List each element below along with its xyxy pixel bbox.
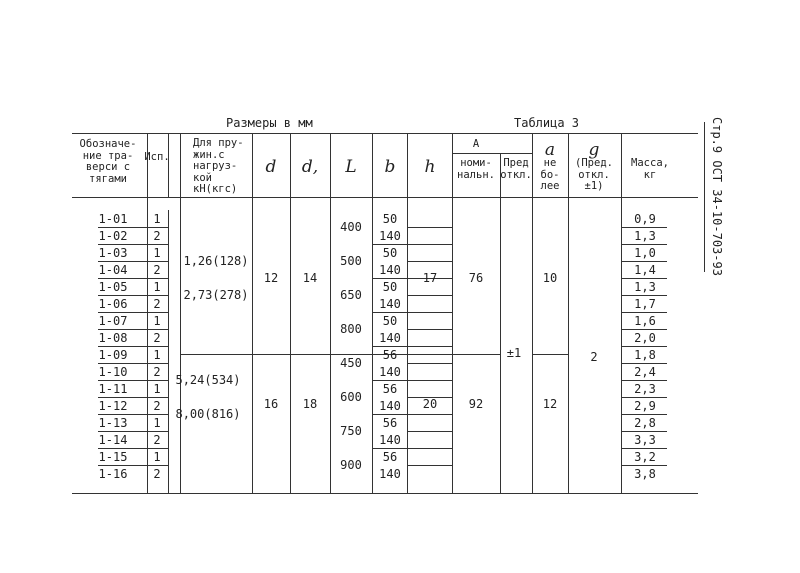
- table-row-designation: 1-14: [98, 433, 128, 447]
- row-line: [407, 346, 452, 347]
- group2-d1: 18: [302, 397, 318, 411]
- header-load: Для пру- жин.с нагруз- кой кН(кгс): [193, 137, 244, 195]
- shared-A-deviation: ±1: [506, 346, 522, 360]
- row-line: [621, 227, 667, 228]
- table-row-mass: 1,8: [634, 348, 656, 362]
- table-row-version: 1: [153, 382, 161, 396]
- table-row-version: 1: [153, 246, 161, 260]
- column-line: [290, 133, 291, 493]
- column-line: [532, 133, 533, 493]
- header-a: не бо- лее: [540, 157, 560, 192]
- column-line: [168, 210, 169, 493]
- group1-d: 12: [263, 271, 279, 285]
- table-row-mass: 1,7: [634, 297, 656, 311]
- row-line: [407, 380, 452, 381]
- row-line: [621, 329, 667, 330]
- L-value: 750: [340, 424, 362, 438]
- header-d1: d,: [301, 157, 319, 177]
- table-row-version: 2: [153, 263, 161, 277]
- row-line: [621, 397, 667, 398]
- row-line: [621, 380, 667, 381]
- row-line: [407, 227, 452, 228]
- table-row-mass: 1,0: [634, 246, 656, 260]
- table-row-mass: 1,4: [634, 263, 656, 277]
- table-row-b: 140: [379, 365, 401, 379]
- table-row-mass: 3,8: [634, 467, 656, 481]
- table-row-version: 1: [153, 314, 161, 328]
- group2-load1: 5,24(534): [175, 373, 241, 387]
- L-value: 400: [340, 220, 362, 234]
- table-row-version: 2: [153, 365, 161, 379]
- row-line: [621, 261, 667, 262]
- group-divider-line: [532, 354, 568, 355]
- table-row-designation: 1-03: [98, 246, 128, 260]
- L-value: 600: [340, 390, 362, 404]
- row-line: [407, 329, 452, 330]
- row-line: [621, 431, 667, 432]
- header-g: (Пред. откл. ±1): [575, 157, 613, 192]
- column-line: [168, 133, 169, 197]
- row-line: [407, 261, 452, 262]
- header-a-symbol: a: [544, 140, 556, 160]
- table-row-mass: 2,3: [634, 382, 656, 396]
- row-line: [98, 431, 168, 432]
- header-version: Исп.: [144, 151, 170, 163]
- table-row-version: 1: [153, 212, 161, 226]
- column-line: [372, 133, 373, 493]
- table-row-version: 1: [153, 416, 161, 430]
- header-A-deviation: Пред откл.: [500, 157, 532, 181]
- page-edge-line: [704, 122, 705, 272]
- table-row-mass: 1,3: [634, 229, 656, 243]
- row-line: [98, 227, 168, 228]
- table-row-version: 2: [153, 467, 161, 481]
- row-line: [98, 261, 168, 262]
- table-row-version: 2: [153, 331, 161, 345]
- L-cell-line: [372, 414, 407, 415]
- table-row-version: 2: [153, 229, 161, 243]
- L-value: 800: [340, 322, 362, 336]
- L-value: 650: [340, 288, 362, 302]
- group1-a: 10: [542, 271, 558, 285]
- table-row-version: 2: [153, 399, 161, 413]
- table-row-mass: 2,4: [634, 365, 656, 379]
- row-line: [407, 414, 452, 415]
- table-row-designation: 1-08: [98, 331, 128, 345]
- group2-d: 16: [263, 397, 279, 411]
- column-line: [452, 133, 453, 493]
- group2-A-nominal: 92: [468, 397, 484, 411]
- table-row-version: 1: [153, 450, 161, 464]
- table-row-b: 140: [379, 229, 401, 243]
- row-line: [98, 363, 168, 364]
- side-reference: Стр.9 ОСТ 34-10-703-93: [710, 117, 724, 276]
- table-top-line: [72, 133, 698, 134]
- table-row-designation: 1-12: [98, 399, 128, 413]
- group1-h: 17: [422, 271, 438, 285]
- L-value: 500: [340, 254, 362, 268]
- shared-g: 2: [590, 350, 598, 364]
- table-row-version: 2: [153, 433, 161, 447]
- group2-h: 20: [422, 397, 438, 411]
- table-row-b: 140: [379, 331, 401, 345]
- table-row-mass: 2,0: [634, 331, 656, 345]
- row-line: [621, 312, 667, 313]
- column-line: [568, 133, 569, 493]
- table-row-version: 2: [153, 297, 161, 311]
- column-line: [180, 133, 181, 493]
- table-row-mass: 3,2: [634, 450, 656, 464]
- table-row-mass: 1,6: [634, 314, 656, 328]
- table-row-mass: 2,8: [634, 416, 656, 430]
- row-line: [621, 363, 667, 364]
- table-row-designation: 1-02: [98, 229, 128, 243]
- L-cell-line: [372, 312, 407, 313]
- group2-load2: 8,00(816): [175, 407, 241, 421]
- table-row-b: 140: [379, 297, 401, 311]
- dimensions-label: Размеры в мм: [226, 116, 313, 130]
- row-line: [407, 448, 452, 449]
- row-line: [621, 465, 667, 466]
- table-row-b: 140: [379, 399, 401, 413]
- L-value: 900: [340, 458, 362, 472]
- L-cell-line: [372, 380, 407, 381]
- header-h: h: [424, 157, 436, 177]
- table-row-designation: 1-16: [98, 467, 128, 481]
- table-row-b: 140: [379, 433, 401, 447]
- group1-load1: 1,26(128): [183, 254, 249, 268]
- row-line: [98, 312, 168, 313]
- table-row-b: 50: [382, 314, 398, 328]
- header-designation: Обозначе- ние тра- верси с тягами: [79, 138, 137, 185]
- table-row-designation: 1-13: [98, 416, 128, 430]
- table-row-b: 140: [379, 263, 401, 277]
- row-line: [98, 414, 168, 415]
- A-subheader-line: [452, 153, 532, 154]
- table-row-b: 140: [379, 467, 401, 481]
- table-row-designation: 1-11: [98, 382, 128, 396]
- table-row-b: 50: [382, 212, 398, 226]
- table-row-designation: 1-04: [98, 263, 128, 277]
- row-line: [407, 244, 452, 245]
- row-line: [407, 312, 452, 313]
- group1-A-nominal: 76: [468, 271, 484, 285]
- table-row-designation: 1-06: [98, 297, 128, 311]
- row-line: [98, 346, 168, 347]
- row-line: [98, 397, 168, 398]
- row-line: [621, 448, 667, 449]
- row-line: [621, 278, 667, 279]
- row-line: [98, 244, 168, 245]
- table-row-designation: 1-07: [98, 314, 128, 328]
- table-row-mass: 3,3: [634, 433, 656, 447]
- L-cell-line: [372, 346, 407, 347]
- table-row-b: 56: [382, 348, 398, 362]
- row-line: [98, 448, 168, 449]
- table-row-designation: 1-05: [98, 280, 128, 294]
- table-row-designation: 1-01: [98, 212, 128, 226]
- header-A: A: [472, 138, 480, 150]
- table-row-version: 1: [153, 348, 161, 362]
- table-row-mass: 1,3: [634, 280, 656, 294]
- table-row-designation: 1-15: [98, 450, 128, 464]
- row-line: [621, 414, 667, 415]
- column-line: [407, 133, 408, 493]
- L-cell-line: [372, 244, 407, 245]
- table-row-designation: 1-10: [98, 365, 128, 379]
- header-b: b: [384, 157, 396, 177]
- table-row-designation: 1-09: [98, 348, 128, 362]
- row-line: [621, 295, 667, 296]
- table-row-b: 50: [382, 280, 398, 294]
- row-line: [98, 295, 168, 296]
- column-line: [147, 133, 148, 493]
- table-row-version: 1: [153, 280, 161, 294]
- row-line: [407, 465, 452, 466]
- row-line: [621, 346, 667, 347]
- table-row-b: 56: [382, 382, 398, 396]
- row-line: [98, 329, 168, 330]
- row-line: [621, 244, 667, 245]
- column-line: [621, 133, 622, 493]
- table-row-b: 56: [382, 450, 398, 464]
- header-mass: Масса, кг: [631, 157, 669, 181]
- table-bottom-line: [72, 493, 698, 494]
- table-row-b: 56: [382, 416, 398, 430]
- row-line: [98, 380, 168, 381]
- L-cell-line: [372, 278, 407, 279]
- table-row-mass: 0,9: [634, 212, 656, 226]
- header-A-nominal: номи- нальн.: [457, 157, 495, 181]
- column-line: [252, 133, 253, 493]
- L-cell-line: [372, 448, 407, 449]
- L-value: 450: [340, 356, 362, 370]
- group2-a: 12: [542, 397, 558, 411]
- header-bottom-line: [72, 197, 698, 198]
- table-row-mass: 2,9: [634, 399, 656, 413]
- group1-d1: 14: [302, 271, 318, 285]
- header-g-symbol: g: [588, 140, 600, 160]
- row-line: [407, 363, 452, 364]
- row-line: [98, 278, 168, 279]
- column-line: [330, 133, 331, 493]
- column-line: [500, 153, 501, 493]
- table-row-b: 50: [382, 246, 398, 260]
- row-line: [407, 295, 452, 296]
- table-label: Таблица 3: [514, 116, 580, 130]
- header-d: d: [265, 157, 277, 177]
- row-line: [407, 431, 452, 432]
- row-line: [98, 465, 168, 466]
- header-L: L: [345, 157, 357, 177]
- group1-load2: 2,73(278): [183, 288, 249, 302]
